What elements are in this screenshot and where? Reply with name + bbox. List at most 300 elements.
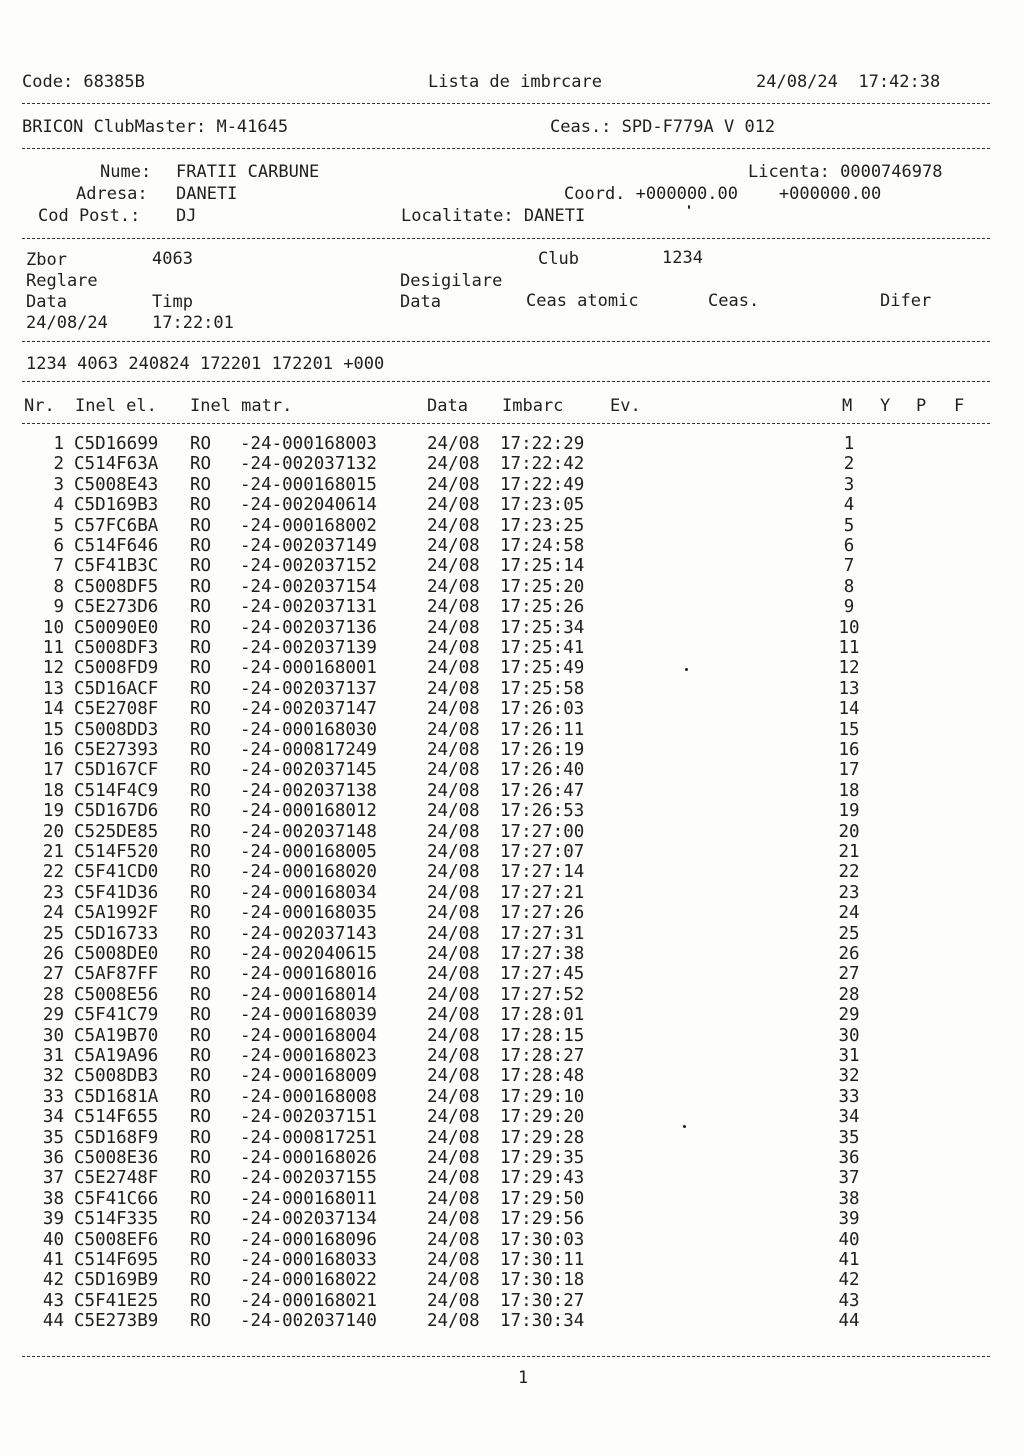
basket-time: 17:27:31 [500,923,585,944]
country-code: RO [190,515,212,536]
difference-label: Difer [880,291,932,311]
basket-time: 17:29:43 [500,1168,585,1189]
print-speck [688,205,690,209]
table-row [0,822,1024,842]
row-number: 5 [53,515,64,536]
row-number: 41 [42,1250,64,1270]
country-code: RO [190,801,212,822]
ring-number: -24-000168096 [240,1229,377,1250]
electronic-ring: C5D1681A [74,1086,159,1107]
table-row [0,842,1024,862]
mark: 37 [838,1168,860,1189]
club-label: Club [538,249,579,269]
ring-number: -24-002037136 [240,617,377,638]
basket-date: 24/08 [427,658,480,679]
clubmaster-id: BRICON ClubMaster: M-41645 [22,117,289,137]
ring-number: -24-002037139 [240,638,377,658]
mark: 19 [838,801,860,822]
mark: 24 [838,903,860,924]
ring-number: -24-000168015 [240,474,377,495]
mark: 12 [838,658,860,679]
table-row [0,740,1024,760]
row-number: 37 [42,1168,64,1189]
country-code: RO [190,842,212,862]
country-code: RO [190,454,212,475]
basket-time: 17:29:28 [500,1127,585,1148]
mark: 36 [838,1148,860,1168]
mark: 13 [838,678,860,699]
ring-number: -24-000168033 [240,1250,377,1270]
row-number: 13 [42,678,64,699]
country-code: RO [190,556,212,577]
basket-time: 17:29:35 [500,1148,585,1168]
mark: 32 [838,1066,860,1087]
country-code: RO [190,597,212,618]
basket-time: 17:28:01 [500,1005,585,1026]
country-code: RO [190,536,212,556]
mark: 33 [838,1086,860,1107]
basket-date: 24/08 [427,576,480,597]
table-row [0,475,1024,495]
basket-time: 17:26:03 [500,699,585,720]
electronic-ring: C5008EF6 [74,1229,159,1250]
country-code: RO [190,984,212,1005]
ring-number: -24-002037137 [240,678,377,699]
basket-time: 17:30:27 [500,1290,585,1311]
electronic-ring: C5D16ACF [74,678,159,699]
country-code: RO [190,862,212,883]
mark: 25 [838,923,860,944]
basket-date: 24/08 [427,1250,480,1270]
basket-date: 24/08 [427,1168,480,1189]
postal-code-label: Cod Post.: [38,206,141,226]
electronic-ring: C525DE85 [74,821,159,842]
row-number: 10 [42,617,64,638]
table-row [0,1230,1024,1250]
ring-number: -24-002037155 [240,1168,377,1189]
basket-date: 24/08 [427,964,480,985]
electronic-ring: C5E273D6 [74,597,159,618]
mark: 38 [838,1188,860,1209]
basket-date: 24/08 [427,1229,480,1250]
basket-date: 24/08 [427,760,480,781]
ring-number: -24-002037149 [240,536,377,556]
table-row [0,1107,1024,1127]
ring-number: -24-000168001 [240,658,377,679]
col-f: F [954,396,965,416]
basket-time: 17:28:15 [500,1025,585,1046]
electronic-ring: C5008DD3 [74,719,159,740]
basket-date: 24/08 [427,1148,480,1168]
mark: 26 [838,944,860,964]
basket-date: 24/08 [427,1290,480,1311]
basket-date: 24/08 [427,1107,480,1128]
electronic-ring: C5D16733 [74,923,159,944]
mark: 44 [838,1311,860,1332]
row-number: 27 [42,964,64,985]
table-row [0,801,1024,821]
mark: 41 [838,1250,860,1270]
table-row [0,720,1024,740]
mark: 39 [838,1209,860,1230]
col-ring-number: Inel matr. [190,396,293,416]
electronic-ring: C5008FD9 [74,658,159,679]
mark: 15 [838,719,860,740]
electronic-ring: C5A19B70 [74,1025,159,1046]
mark: 4 [843,495,855,516]
basket-time: 17:27:26 [500,903,585,924]
electronic-ring: C5D16699 [74,434,159,454]
table-row [0,1148,1024,1168]
basket-time: 17:25:14 [500,556,585,577]
country-code: RO [190,1086,212,1107]
electronic-ring: C5D167D6 [74,801,159,822]
table-row [0,1209,1024,1229]
basket-date: 24/08 [427,678,480,699]
table-row [0,556,1024,576]
ring-number: -24-000168020 [240,862,377,883]
basket-time: 17:22:42 [500,454,585,475]
table-row [0,1168,1024,1188]
ring-number: -24-000168004 [240,1025,377,1046]
print-speck [683,1125,686,1128]
row-number: 7 [53,556,64,577]
ring-number: -24-002037145 [240,760,377,781]
table-row [0,1005,1024,1025]
country-code: RO [190,474,212,495]
country-code: RO [190,1188,212,1209]
country-code: RO [190,821,212,842]
table-row [0,1270,1024,1290]
country-code: RO [190,1250,212,1270]
basket-time: 17:23:05 [500,495,585,516]
country-code: RO [190,944,212,964]
basket-date: 24/08 [427,862,480,883]
table-row [0,454,1024,474]
basket-time: 17:25:41 [500,638,585,658]
col-ev: Ev. [610,396,641,416]
country-code: RO [190,964,212,985]
country-code: RO [190,617,212,638]
basket-date: 24/08 [427,474,480,495]
locality: Localitate: DANETI [401,206,586,226]
setting-date: 24/08/24 [26,313,108,333]
ring-number: -24-002037143 [240,923,377,944]
row-number: 24 [42,903,64,924]
table-row [0,781,1024,801]
ring-number: -24-002040615 [240,944,377,964]
basket-time: 17:29:20 [500,1107,585,1128]
ring-number: -24-000168021 [240,1290,377,1311]
table-row [0,536,1024,556]
basket-time: 17:22:49 [500,474,585,495]
col-y: Y [880,396,891,416]
ring-number: -24-002037138 [240,780,377,801]
basket-date: 24/08 [427,1025,480,1046]
electronic-ring: C514F655 [74,1107,159,1128]
table-row [0,495,1024,515]
row-number: 14 [42,699,64,720]
electronic-ring: C514F335 [74,1209,159,1230]
ring-number: -24-002037147 [240,699,377,720]
table-row [0,1311,1024,1331]
electronic-ring: C5008DF3 [74,638,159,658]
basket-time: 17:26:11 [500,719,585,740]
basket-date: 24/08 [427,515,480,536]
country-code: RO [190,1168,212,1189]
page-number: 1 [518,1368,529,1388]
basket-date: 24/08 [427,984,480,1005]
basket-date: 24/08 [427,882,480,903]
basket-time: 17:29:50 [500,1188,585,1209]
mark: 31 [838,1046,860,1066]
row-number: 17 [42,760,64,781]
basket-time: 17:23:25 [500,515,585,536]
row-number: 35 [42,1127,64,1148]
table-row [0,964,1024,984]
country-code: RO [190,1127,212,1148]
mark: 28 [838,984,860,1005]
country-code: RO [190,903,212,924]
mark: 5 [843,515,855,536]
electronic-ring: C5F41CD0 [74,862,159,883]
ring-number: -24-000817251 [240,1127,377,1148]
separator [22,1356,990,1357]
basket-date: 24/08 [427,638,480,658]
basket-date: 24/08 [427,434,480,454]
ring-number: -24-000168035 [240,903,377,924]
electronic-ring: C5D169B3 [74,495,159,516]
table-row [0,862,1024,882]
basket-date: 24/08 [427,1311,480,1332]
basket-time: 17:22:29 [500,434,585,454]
row-number: 11 [42,638,64,658]
basket-time: 17:25:58 [500,678,585,699]
electronic-ring: C5F41E25 [74,1290,159,1311]
country-code: RO [190,638,212,658]
mark: 23 [838,882,860,903]
setting-time: 17:22:01 [152,313,234,333]
row-number: 34 [42,1107,64,1128]
row-number: 1 [53,434,64,454]
country-code: RO [190,1025,212,1046]
mark: 22 [838,862,860,883]
clock-label: Ceas. [708,291,760,311]
code-label: Code: 68385B [22,72,145,92]
basket-date: 24/08 [427,923,480,944]
name-label: Nume: [100,162,152,182]
basket-time: 17:30:03 [500,1229,585,1250]
row-number: 23 [42,882,64,903]
country-code: RO [190,719,212,740]
country-code: RO [190,576,212,597]
mark: 9 [843,597,855,618]
owner-address: DANETI [176,184,238,204]
ring-number: -24-000168016 [240,964,377,985]
row-number: 40 [42,1229,64,1250]
basket-date: 24/08 [427,903,480,924]
mark: 8 [843,576,855,597]
basket-time: 17:29:10 [500,1086,585,1107]
electronic-ring: C5E2748F [74,1168,159,1189]
basket-time: 17:27:52 [500,984,585,1005]
ring-number: -24-000168002 [240,515,377,536]
atomic-clock-label: Ceas atomic [526,291,639,311]
table-row [0,597,1024,617]
separator [22,103,990,104]
mark: 27 [838,964,860,985]
col-p: P [916,396,927,416]
time-label: Timp [152,292,193,312]
ring-number: -24-000168011 [240,1188,377,1209]
table-row [0,883,1024,903]
basket-date: 24/08 [427,1086,480,1107]
country-code: RO [190,658,212,679]
basket-time: 17:25:34 [500,617,585,638]
ring-number: -24-002037134 [240,1209,377,1230]
ring-number: -24-002037151 [240,1107,377,1128]
basket-time: 17:27:21 [500,882,585,903]
country-code: RO [190,780,212,801]
basket-date: 24/08 [427,536,480,556]
country-code: RO [190,678,212,699]
clock-id: Ceas.: SPD-F779A V 012 [550,117,776,137]
basket-time: 17:27:07 [500,842,585,862]
ring-number: -24-000168005 [240,842,377,862]
basket-time: 17:30:34 [500,1311,585,1332]
electronic-ring: C5E273B9 [74,1311,159,1332]
address-label: Adresa: [76,184,148,204]
basket-date: 24/08 [427,597,480,618]
basket-time: 17:28:27 [500,1046,585,1066]
row-number: 4 [53,495,64,516]
ring-number: -24-000168023 [240,1046,377,1066]
ring-number: -24-000168003 [240,434,377,454]
row-number: 9 [53,597,64,618]
table-row [0,679,1024,699]
separator [22,238,990,239]
basket-date: 24/08 [427,1209,480,1230]
row-number: 12 [42,658,64,679]
row-number: 29 [42,1005,64,1026]
basket-date: 24/08 [427,740,480,760]
mark: 43 [838,1290,860,1311]
row-number: 42 [42,1270,64,1291]
row-number: 32 [42,1066,64,1087]
electronic-ring: C57FC6BA [74,515,159,536]
basket-time: 17:27:38 [500,944,585,964]
electronic-ring: C5A19A96 [74,1046,159,1066]
country-code: RO [190,740,212,760]
table-row [0,638,1024,658]
basket-date: 24/08 [427,1005,480,1026]
mark: 10 [838,617,860,638]
country-code: RO [190,1290,212,1311]
electronic-ring: C5F41B3C [74,556,159,577]
basket-time: 17:30:11 [500,1250,585,1270]
table-row [0,434,1024,454]
country-code: RO [190,1311,212,1332]
col-date: Data [427,396,468,416]
electronic-ring: C5008DE0 [74,944,159,964]
basket-date: 24/08 [427,454,480,475]
unsealing-date-label: Data [400,292,441,312]
basket-date: 24/08 [427,842,480,862]
col-electronic-ring: Inel el. [75,396,157,416]
row-number: 15 [42,719,64,740]
country-code: RO [190,760,212,781]
basket-time: 17:27:45 [500,964,585,985]
row-number: 8 [53,576,64,597]
basket-date: 24/08 [427,617,480,638]
basket-time: 17:28:48 [500,1066,585,1087]
table-row [0,516,1024,536]
basket-time: 17:25:20 [500,576,585,597]
basket-time: 17:30:18 [500,1270,585,1291]
separator [22,341,990,342]
mark: 20 [838,821,860,842]
ring-number: -24-002037131 [240,597,377,618]
table-row [0,1128,1024,1148]
mark: 29 [838,1005,860,1026]
coordinates: Coord. +000000.00 +000000.00 [564,184,882,204]
owner-name: FRATII CARBUNE [176,162,320,182]
row-number: 31 [42,1046,64,1066]
basket-date: 24/08 [427,719,480,740]
table-row [0,924,1024,944]
row-number: 36 [42,1148,64,1168]
separator [22,148,990,149]
separator [22,381,990,382]
flight-number: 4063 [152,249,193,269]
country-code: RO [190,882,212,903]
row-number: 19 [42,801,64,822]
electronic-ring: C50090E0 [74,617,159,638]
row-number: 21 [42,842,64,862]
license-number: Licenta: 0000746978 [748,162,943,182]
country-code: RO [190,1005,212,1026]
basket-time: 17:26:47 [500,780,585,801]
mark: 42 [838,1270,860,1291]
mark: 40 [838,1229,860,1250]
row-number: 30 [42,1025,64,1046]
ring-number: -24-000168009 [240,1066,377,1087]
setting-label: Reglare [26,271,98,291]
separator [22,423,990,424]
row-number: 18 [42,780,64,801]
row-number: 6 [53,536,64,556]
mark: 21 [838,842,860,862]
table-row [0,1046,1024,1066]
basket-date: 24/08 [427,495,480,516]
basket-time: 17:25:49 [500,658,585,679]
ring-number: -24-000168008 [240,1086,377,1107]
electronic-ring: C5AF87FF [74,964,159,985]
table-row [0,944,1024,964]
basket-date: 24/08 [427,556,480,577]
electronic-ring: C5F41C66 [74,1188,159,1209]
country-code: RO [190,1209,212,1230]
mark: 2 [843,454,855,475]
mark: 35 [838,1127,860,1148]
country-code: RO [190,699,212,720]
row-number: 44 [42,1311,64,1332]
country-code: RO [190,923,212,944]
table-row [0,1189,1024,1209]
electronic-ring: C5E2708F [74,699,159,720]
print-speck [685,668,688,671]
basket-date: 24/08 [427,780,480,801]
